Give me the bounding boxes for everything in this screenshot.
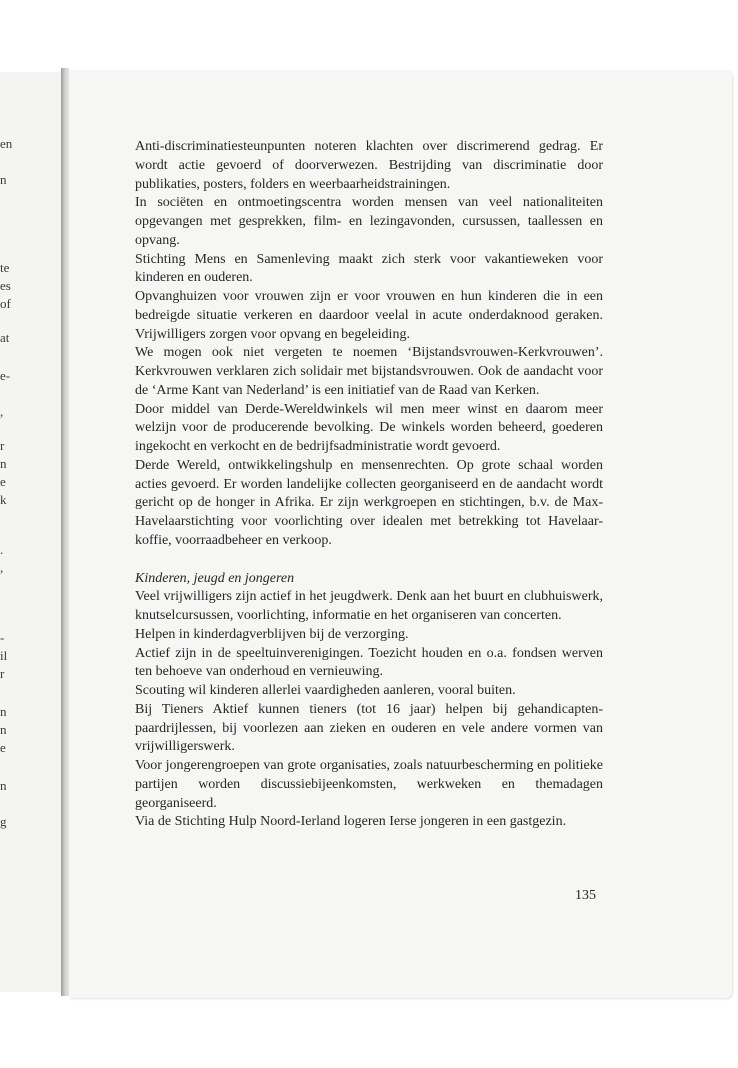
left-page-fragment: es <box>0 278 11 293</box>
paragraph: Derde Wereld, ontwikkelingshulp en mensenrechten. Op grote schaal worden acties gevoerd. Er worden landelijke collecten georganiseerd en de aandacht wordt gericht op de honger in Afrika. Er zijn werkgroepen en stichtingen, b.v. de Max-Havelaarstichting voor voorlichting over idealen met betrekking tot Havelaar-koffie, voorraadbeheer en verkoop. <box>135 457 603 548</box>
left-page-fragment: n <box>0 722 7 737</box>
left-page-fragment: g <box>0 814 7 829</box>
left-page-fragment: , <box>0 560 4 575</box>
paragraph: Actief zijn in de speeltuinverenigingen. Toezicht houden en o.a. fondsen werven ten behoeve van onderhoud en vernieuwing. <box>135 645 603 680</box>
left-page-fragment: n <box>0 456 7 471</box>
book-gutter <box>61 68 69 996</box>
left-page-fragment: , <box>0 404 4 419</box>
paragraph: Door middel van Derde-Wereldwinkels wil men meer winst en daarom meer welzijn voor de producerende bevolking. De winkels worden beheerd, goederen ingekocht en verkocht en de bedrijfsadministratie wordt gevoerd. <box>135 401 603 454</box>
section-heading: Kinderen, jeugd en jongeren <box>135 570 295 586</box>
body-text <box>135 138 603 832</box>
paragraph: Bij Tieners Aktief kunnen tieners (tot 16 jaar) helpen bij gehandicapten-paardrijlessen, bij voorlezen aan zieken en ouderen en vele andere vormen van vrijwilligerswerk. <box>135 701 603 755</box>
left-page-fragment: r <box>0 666 5 681</box>
left-page-fragment: te <box>0 260 10 275</box>
left-page-fragment: il <box>0 648 8 663</box>
left-page-fragment: e <box>0 740 6 755</box>
left-page-fragment: . <box>0 542 4 557</box>
left-page-fragment: of <box>0 296 11 311</box>
paragraph: Via de Stichting Hulp Noord-Ierland logeren Ierse jongeren in een gastgezin. <box>135 814 567 830</box>
left-page-fragment: en <box>0 136 13 151</box>
left-page-fragment: n <box>0 778 7 793</box>
left-page-fragment: - <box>0 630 5 645</box>
paragraph: Opvanghuizen voor vrouwen zijn er voor vrouwen en hun kinderen die in een bedreigde situatie verkeren en daardoor veelal in acute onderdaknood geraken. Vrijwilligers zorgen voor opvang en begeleiding. <box>135 289 603 342</box>
left-page-fragment: k <box>0 492 7 507</box>
left-page-edge <box>0 72 62 992</box>
paragraph: Anti-discriminatiesteunpunten noteren klachten over discrimerend gedrag. Er wordt actie gevoerd of doorverwezen. Bestrijding van discriminatie door publikaties, posters, folders en weerbaarheidstrainingen. <box>135 139 603 192</box>
left-page-fragment: r <box>0 438 5 453</box>
left-page-fragment: e <box>0 474 6 489</box>
left-page-fragment: n <box>0 704 7 719</box>
paragraph: Veel vrijwilligers zijn actief in het jeugdwerk. Denk aan het buurt en clubhuiswerk, knutselcursussen, voorlichting, informatie en het organiseren van concerten. <box>135 589 603 623</box>
left-page-fragment: at <box>0 330 10 345</box>
page-number: 135 <box>575 888 596 903</box>
left-page-fragment: n <box>0 172 7 187</box>
right-page <box>69 70 732 998</box>
paragraph: Scouting wil kinderen allerlei vaardigheden aanleren, vooral buiten. <box>135 683 516 698</box>
left-page-fragment: e- <box>0 368 11 383</box>
paragraph: Stichting Mens en Samenleving maakt zich sterk voor vakantieweken voor kinderen en ouderen. <box>135 251 603 286</box>
section-gap <box>135 551 603 570</box>
paragraph: We mogen ook niet vergeten te noemen ‘Bijstandsvrouwen-Kerkvrouwen’. Kerkvrouwen verklaren zich solidair met bijstandsvrouwen. Ook de aandacht voor de ‘Arme Kant van Nederland’ is een initiatief van de Raad van Kerken. <box>135 345 603 398</box>
paragraph: In sociëten en ontmoetingscentra worden mensen van veel nationaliteiten opgevangen met gesprekken, film- en lezingavonden, cursussen, taallessen en opvang. <box>135 195 603 248</box>
paragraph: Helpen in kinderdagverblijven bij de verzorging. <box>135 626 409 642</box>
paragraph: Voor jongerengroepen van grote organisaties, zoals natuurbescherming en politieke partijen worden discussiebijeenkomsten, werkweken en themadagen georganiseerd. <box>135 758 603 811</box>
